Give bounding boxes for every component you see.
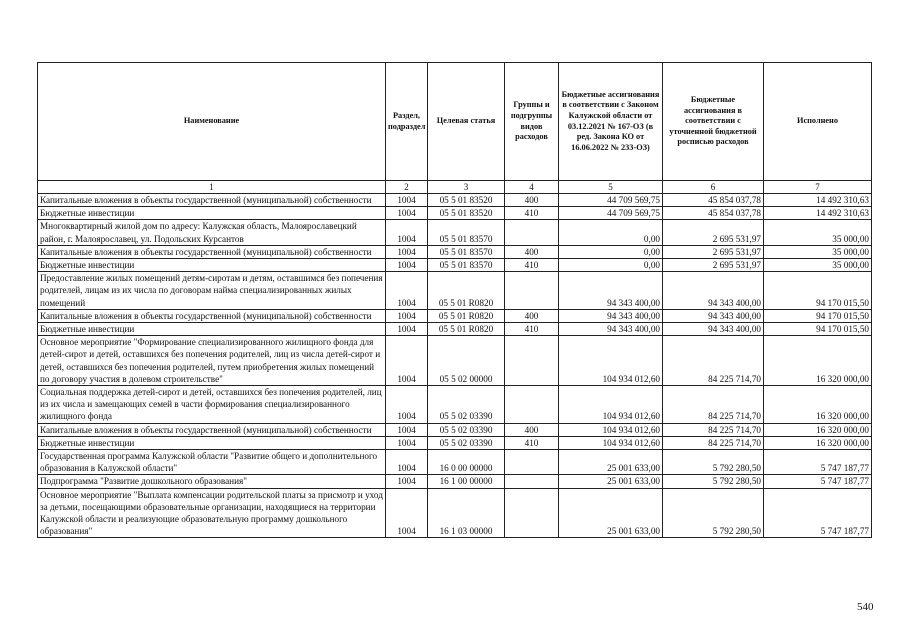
row-target: 16 1 03 00000: [428, 488, 505, 538]
row-law-allocation: 25 001 633,00: [559, 488, 663, 538]
row-group: [505, 450, 559, 475]
row-executed: 94 170 015,50: [764, 272, 872, 310]
budget-table: [37, 62, 872, 538]
row-refined-allocation: 84 225 714,70: [663, 336, 764, 386]
row-target: 05 5 02 03390: [428, 386, 505, 424]
row-section: 1004: [386, 386, 428, 424]
table-row: [38, 436, 872, 449]
header-law-allocations: Бюджетные ассигнования в соответствии с Законом Калужской области от 03.12.2021 № 167-ОЗ (в ред. Закона КО от 16.06.2022 № 233-ОЗ): [559, 63, 663, 181]
row-name: Основное мероприятие "Формирование специализированного жилищного фонда для детей-сирот и детей, оставшихся без попечения родителей, лиц из числа детей-сирот и детей, оставшихся без попечения родителей, путем приобретения жилых помещений по договору участия в долевом строительстве": [38, 336, 386, 386]
table-row: [38, 245, 872, 258]
row-group: [505, 488, 559, 538]
row-group: 400: [505, 245, 559, 258]
row-executed: 35 000,00: [764, 245, 872, 258]
column-number: 3: [428, 181, 505, 194]
row-name: Капитальные вложения в объекты государственной (муниципальной) собственности: [38, 309, 386, 322]
row-refined-allocation: 84 225 714,70: [663, 423, 764, 436]
row-refined-allocation: 45 854 037,78: [663, 207, 764, 220]
row-executed: 16 320 000,00: [764, 423, 872, 436]
row-name: Бюджетные инвестиции: [38, 436, 386, 449]
row-executed: 94 170 015,50: [764, 323, 872, 336]
row-refined-allocation: 2 695 531,97: [663, 259, 764, 272]
row-target: 05 5 02 03390: [428, 436, 505, 449]
row-law-allocation: 104 934 012,60: [559, 423, 663, 436]
table-row: [38, 220, 872, 245]
row-law-allocation: 0,00: [559, 220, 663, 245]
row-refined-allocation: 84 225 714,70: [663, 436, 764, 449]
row-target: 05 5 02 03390: [428, 423, 505, 436]
row-executed: 5 747 187,77: [764, 450, 872, 475]
row-name: Предоставление жилых помещений детям-сиротам и детям, оставшимся без попечения родителей, лицам из их числа по договорам найма специализированных жилых помещений: [38, 272, 386, 310]
row-target: 05 5 01 R0820: [428, 323, 505, 336]
header-section: Раздел, подраздел: [386, 63, 428, 181]
row-section: 1004: [386, 309, 428, 322]
row-target: 05 5 02 00000: [428, 336, 505, 386]
table-row: [38, 386, 872, 424]
row-target: 05 5 01 R0820: [428, 272, 505, 310]
row-law-allocation: 104 934 012,60: [559, 386, 663, 424]
row-law-allocation: 94 343 400,00: [559, 309, 663, 322]
header-refined-allocations: Бюджетные ассигнования в соответствии с уточненной бюджетной росписью расходов: [663, 63, 764, 181]
row-group: [505, 220, 559, 245]
row-name: Многоквартирный жилой дом по адресу: Калужская область, Малоярославецкий район, г. Малоярославец, ул. Подольских Курсантов: [38, 220, 386, 245]
row-refined-allocation: 94 343 400,00: [663, 309, 764, 322]
table-row: [38, 336, 872, 386]
column-number: 1: [38, 181, 386, 194]
row-law-allocation: 25 001 633,00: [559, 475, 663, 488]
row-section: 1004: [386, 450, 428, 475]
column-number: 2: [386, 181, 428, 194]
column-number: 7: [764, 181, 872, 194]
row-refined-allocation: 5 792 280,50: [663, 488, 764, 538]
column-number-row: [38, 181, 872, 194]
row-executed: 94 170 015,50: [764, 309, 872, 322]
row-law-allocation: 44 709 569,75: [559, 194, 663, 207]
row-refined-allocation: 94 343 400,00: [663, 272, 764, 310]
row-section: 1004: [386, 475, 428, 488]
header-executed: Исполнено: [764, 63, 872, 181]
row-group: 400: [505, 194, 559, 207]
row-group: [505, 386, 559, 424]
row-target: 05 5 01 83520: [428, 194, 505, 207]
column-number: 5: [559, 181, 663, 194]
row-group: [505, 475, 559, 488]
row-refined-allocation: 2 695 531,97: [663, 220, 764, 245]
row-name: Основное мероприятие "Выплата компенсации родительской платы за присмотр и уход за детьми, посещающими образовательные организации, находящиеся на территории Калужской области и реализующие образовательную программу дошкольного образования": [38, 488, 386, 538]
table-row: [38, 194, 872, 207]
header-name: Наименование: [38, 63, 386, 181]
row-law-allocation: 104 934 012,60: [559, 436, 663, 449]
row-target: 16 1 00 00000: [428, 475, 505, 488]
row-refined-allocation: 94 343 400,00: [663, 323, 764, 336]
row-group: 410: [505, 259, 559, 272]
row-target: 05 5 01 R0820: [428, 309, 505, 322]
row-executed: 5 747 187,77: [764, 488, 872, 538]
table-row: [38, 450, 872, 475]
row-section: 1004: [386, 194, 428, 207]
row-section: 1004: [386, 323, 428, 336]
row-law-allocation: 0,00: [559, 259, 663, 272]
row-law-allocation: 0,00: [559, 245, 663, 258]
row-executed: 5 747 187,77: [764, 475, 872, 488]
row-name: Бюджетные инвестиции: [38, 207, 386, 220]
row-law-allocation: 25 001 633,00: [559, 450, 663, 475]
row-group: 410: [505, 323, 559, 336]
row-executed: 14 492 310,63: [764, 194, 872, 207]
row-refined-allocation: 5 792 280,50: [663, 450, 764, 475]
row-section: 1004: [386, 272, 428, 310]
row-name: Подпрограмма "Развитие дошкольного образования": [38, 475, 386, 488]
row-group: 410: [505, 436, 559, 449]
row-refined-allocation: 45 854 037,78: [663, 194, 764, 207]
header-row: [38, 63, 872, 181]
row-section: 1004: [386, 336, 428, 386]
table-row: [38, 259, 872, 272]
table-row: [38, 323, 872, 336]
row-target: 05 5 01 83570: [428, 245, 505, 258]
row-law-allocation: 94 343 400,00: [559, 272, 663, 310]
row-section: 1004: [386, 220, 428, 245]
row-law-allocation: 104 934 012,60: [559, 336, 663, 386]
row-target: 05 5 01 83570: [428, 259, 505, 272]
row-target: 05 5 01 83520: [428, 207, 505, 220]
table-row: [38, 309, 872, 322]
row-refined-allocation: 84 225 714,70: [663, 386, 764, 424]
table-row: [38, 423, 872, 436]
row-section: 1004: [386, 436, 428, 449]
table-row: [38, 488, 872, 538]
row-section: 1004: [386, 207, 428, 220]
column-number: 6: [663, 181, 764, 194]
row-group: [505, 272, 559, 310]
row-name: Капитальные вложения в объекты государственной (муниципальной) собственности: [38, 194, 386, 207]
row-target: 05 5 01 83570: [428, 220, 505, 245]
row-refined-allocation: 2 695 531,97: [663, 245, 764, 258]
header-groups: Группы и подгруппы видов расходов: [505, 63, 559, 181]
row-executed: 16 320 000,00: [764, 386, 872, 424]
row-executed: 14 492 310,63: [764, 207, 872, 220]
table-row: [38, 207, 872, 220]
row-group: [505, 336, 559, 386]
row-name: Бюджетные инвестиции: [38, 323, 386, 336]
row-section: 1004: [386, 488, 428, 538]
row-group: 410: [505, 207, 559, 220]
row-group: 400: [505, 309, 559, 322]
row-target: 16 0 00 00000: [428, 450, 505, 475]
header-target: Целевая статья: [428, 63, 505, 181]
row-name: Капитальные вложения в объекты государственной (муниципальной) собственности: [38, 423, 386, 436]
row-name: Государственная программа Калужской области "Развитие общего и дополнительного образования в Калужской области": [38, 450, 386, 475]
row-section: 1004: [386, 423, 428, 436]
table-row: [38, 272, 872, 310]
row-executed: 35 000,00: [764, 220, 872, 245]
row-executed: 35 000,00: [764, 259, 872, 272]
column-number: 4: [505, 181, 559, 194]
row-executed: 16 320 000,00: [764, 336, 872, 386]
row-section: 1004: [386, 259, 428, 272]
row-section: 1004: [386, 245, 428, 258]
row-name: Капитальные вложения в объекты государственной (муниципальной) собственности: [38, 245, 386, 258]
row-executed: 16 320 000,00: [764, 436, 872, 449]
row-name: Социальная поддержка детей-сирот и детей, оставшихся без попечения родителей, лиц из их числа и замещающих семей в части формирования специализированного жилищного фонда: [38, 386, 386, 424]
row-name: Бюджетные инвестиции: [38, 259, 386, 272]
row-group: 400: [505, 423, 559, 436]
page-number: 540: [857, 601, 874, 613]
row-law-allocation: 94 343 400,00: [559, 323, 663, 336]
row-law-allocation: 44 709 569,75: [559, 207, 663, 220]
row-refined-allocation: 5 792 280,50: [663, 475, 764, 488]
table-row: [38, 475, 872, 488]
